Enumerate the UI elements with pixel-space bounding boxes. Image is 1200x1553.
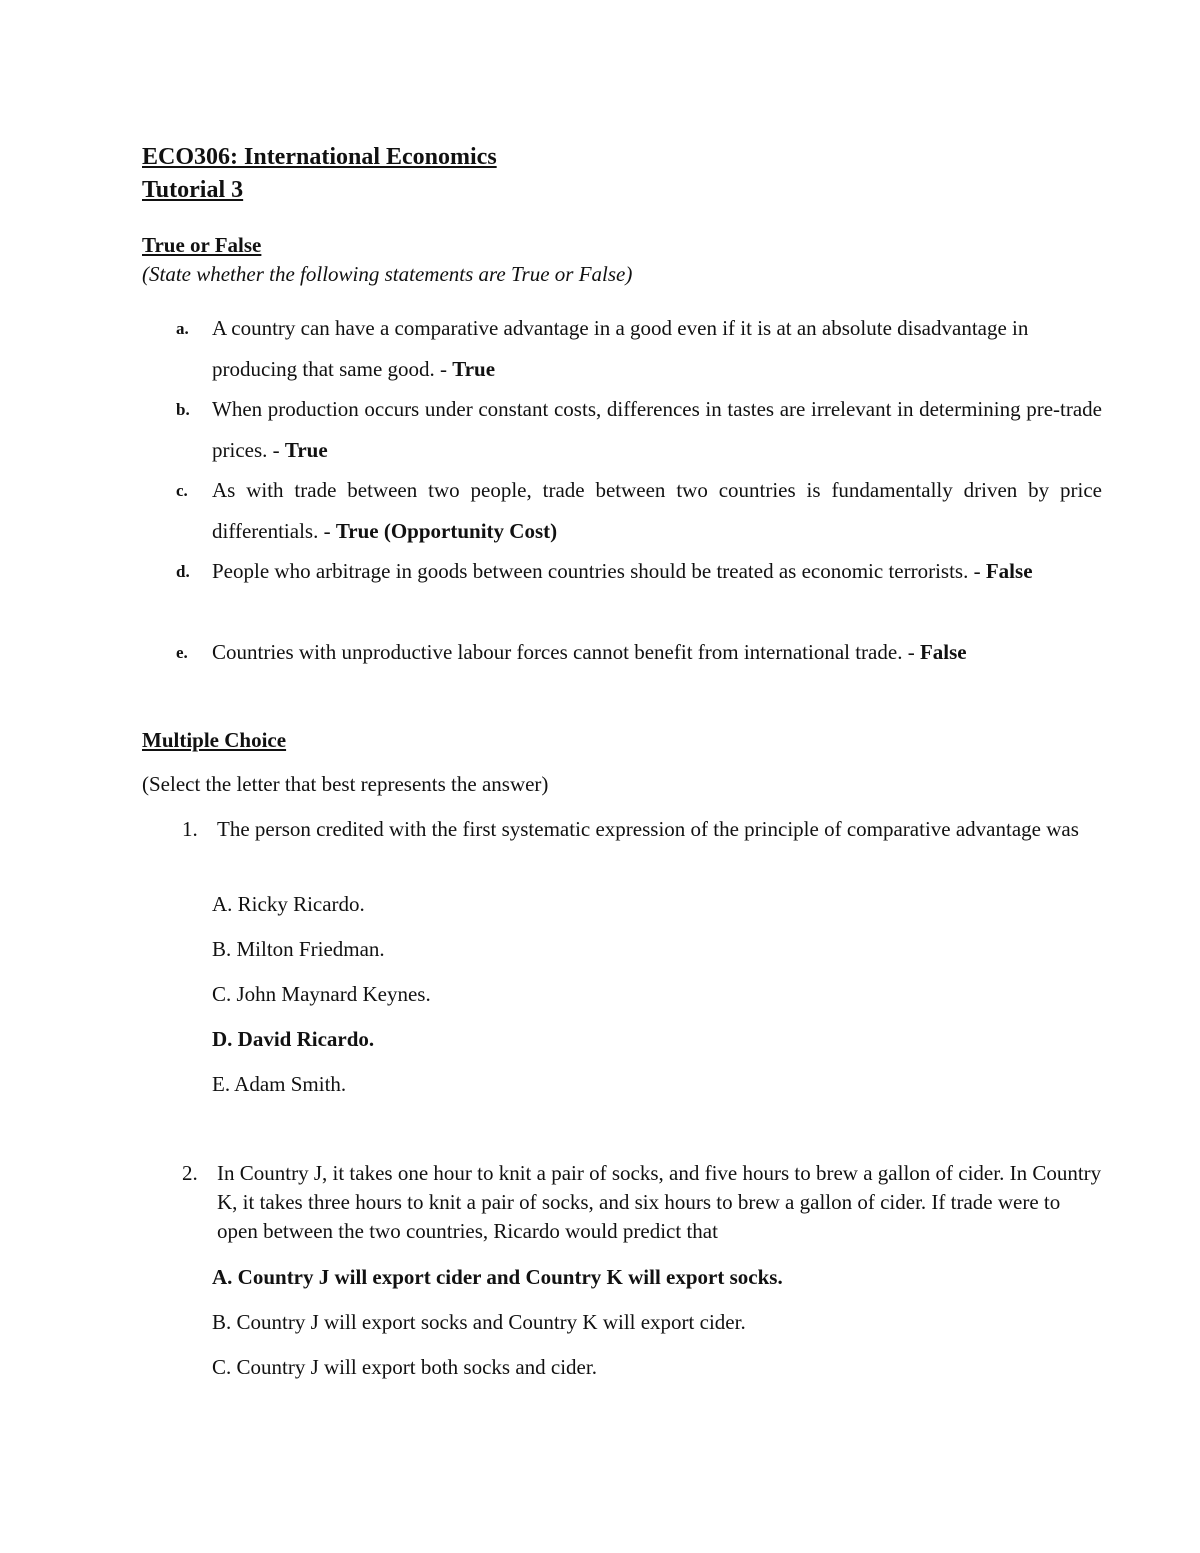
tf-item-letter: b.	[176, 400, 190, 419]
tf-item-text: A country can have a comparative advantage in a good even if it is at an absolute disadvantage in producing that same good. -	[212, 316, 1029, 381]
tf-item-letter: d.	[176, 562, 190, 581]
tf-item-statement	[212, 389, 1102, 471]
true-false-instruction: (State whether the following statements are True or False)	[142, 262, 633, 286]
tutorial-title: Tutorial 3	[142, 177, 244, 203]
mc-question-text: In Country J, it takes one hour to knit a pair of socks, and five hours to brew a gallon of cider. In Country K, it takes three hours to knit a pair of socks, and six hours to brew a gallon of cider. If trade were to open between the two countries, Ricardo would predict that	[217, 1161, 1102, 1243]
tf-item-statement	[212, 470, 1102, 552]
tf-item-answer: False	[985, 559, 1033, 583]
tf-item-answer: True	[284, 438, 328, 462]
true-false-heading: True or False	[142, 233, 262, 257]
mc-question-number: 2.	[182, 1161, 198, 1185]
tf-item-text: As with trade between two people, trade between two countries is fundamentally driven by price differentials. -	[212, 478, 1102, 543]
tf-item-text: When production occurs under constant costs, differences in tastes are irrelevant in determining pre-trade prices. -	[212, 397, 1102, 462]
mc-question-text: The person credited with the first systematic expression of the principle of comparative advantage was	[217, 817, 1079, 841]
mc-question-number: 1.	[182, 817, 198, 841]
mc-option: C. John Maynard Keynes.	[212, 982, 431, 1006]
mc-option: E. Adam Smith.	[212, 1072, 347, 1096]
tf-item-statement	[212, 308, 1102, 390]
tf-item-answer: False	[919, 640, 967, 664]
tf-item-answer: True	[452, 357, 496, 381]
tf-item-answer: True (Opportunity Cost)	[335, 519, 558, 543]
tf-item-statement	[212, 551, 1102, 592]
mc-option-correct: D. David Ricardo.	[212, 1027, 375, 1051]
mc-option: C. Country J will export both socks and cider.	[212, 1355, 597, 1379]
multiple-choice-instruction: (Select the letter that best represents the answer)	[142, 772, 549, 796]
tf-item-letter: c.	[176, 481, 188, 500]
tf-item-text: Countries with unproductive labour forces cannot benefit from international trade. -	[212, 640, 920, 664]
mc-option: B. Milton Friedman.	[212, 937, 385, 961]
mc-option-correct: A. Country J will export cider and Country K will export socks.	[212, 1265, 783, 1289]
course-title: ECO306: International Economics	[142, 144, 497, 170]
tf-item-letter: a.	[176, 319, 189, 338]
multiple-choice-heading: Multiple Choice	[142, 728, 287, 752]
tf-item-letter: e.	[176, 643, 188, 662]
mc-option: A. Ricky Ricardo.	[212, 892, 365, 916]
tf-item-statement	[212, 632, 1102, 673]
tf-item-text: People who arbitrage in goods between countries should be treated as economic terrorists. -	[212, 559, 986, 583]
mc-option: B. Country J will export socks and Country K will export cider.	[212, 1310, 746, 1334]
